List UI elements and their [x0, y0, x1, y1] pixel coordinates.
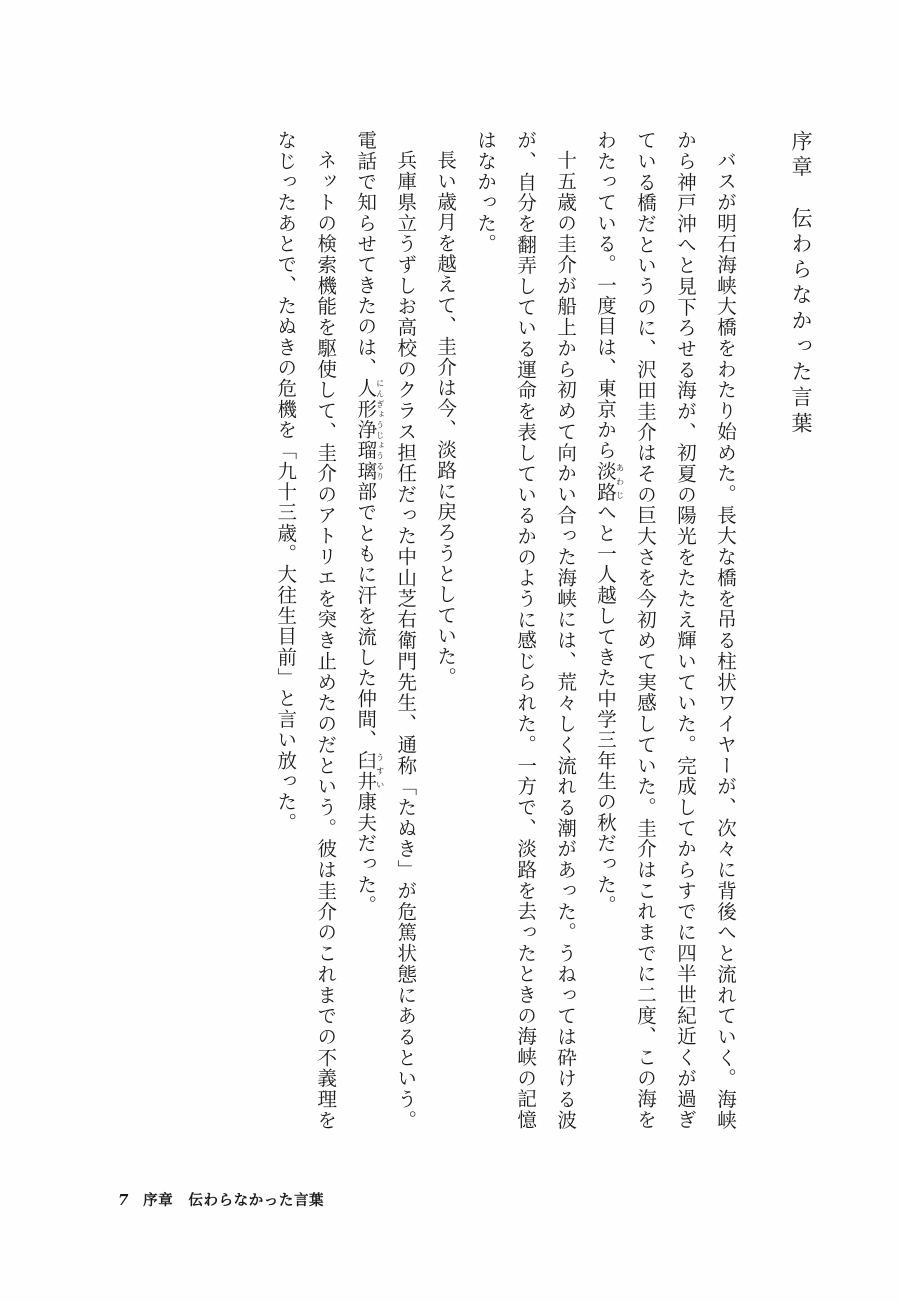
page-footer [118, 1189, 324, 1210]
page-number: 7 [118, 1191, 130, 1209]
paragraph-3: 長い歳月を越えて、圭介は今、淡路に戻ろうとしていた。 [434, 149, 458, 687]
ruby-usui: 臼井うすい [354, 750, 386, 792]
paragraph-5: ネットの検索機能を駆使して、圭介のアトリエを突き止めたのだという。彼は圭介のこれまでの不義理をなじったあとで、たぬきの危機を「九十三歳。大往生目前」と言い放った。 [274, 130, 338, 1130]
chapter-title: 序章 伝わらなかった言葉 [789, 130, 813, 438]
paragraph-4: 兵庫県立うずしお高校のクラス担任だった中山芝右衛門先生、通称「たぬき」が危篤状態にあるという。電話で知らせてきたのは、人形浄瑠璃にんぎょうじょうるり部でともに汗を流した仲間、臼井うすい康夫だった。 [354, 130, 418, 1130]
page-body [78, 130, 822, 1130]
paragraph-1: バスが明石海峡大橋をわたり始めた。長大な橋を吊る柱状ワイヤーが、次々に背後へと流れていく。海峡から神戸沖へと見下ろせる海が、初夏の陽光をたたえ輝いていた。完成してからすでに四半世紀近くが過ぎている橋だというのに、沢田圭介はその巨大さを今初めて実感していた。圭介はこれまでに二度、この海をわたっている。一度目は、東京から淡路あわじへと一人越してきた中学三年生の秋だった。 [594, 130, 737, 1130]
paragraph-2: 十五歳の圭介が船上から初めて向かい合った海峡には、荒々しく流れる潮があった。うねっては砕ける波が、自分を翻弄している運命を表しているかのように感じられた。一方で、淡路を去ったときの海峡の記憶はなかった。 [474, 130, 578, 1130]
ruby-awaji: 淡路あわじ [594, 460, 626, 503]
running-head: 序章 伝わらなかった言葉 [143, 1192, 325, 1209]
ruby-ningyojoruri: 人形浄瑠璃にんぎょうじょうるり [354, 378, 386, 482]
